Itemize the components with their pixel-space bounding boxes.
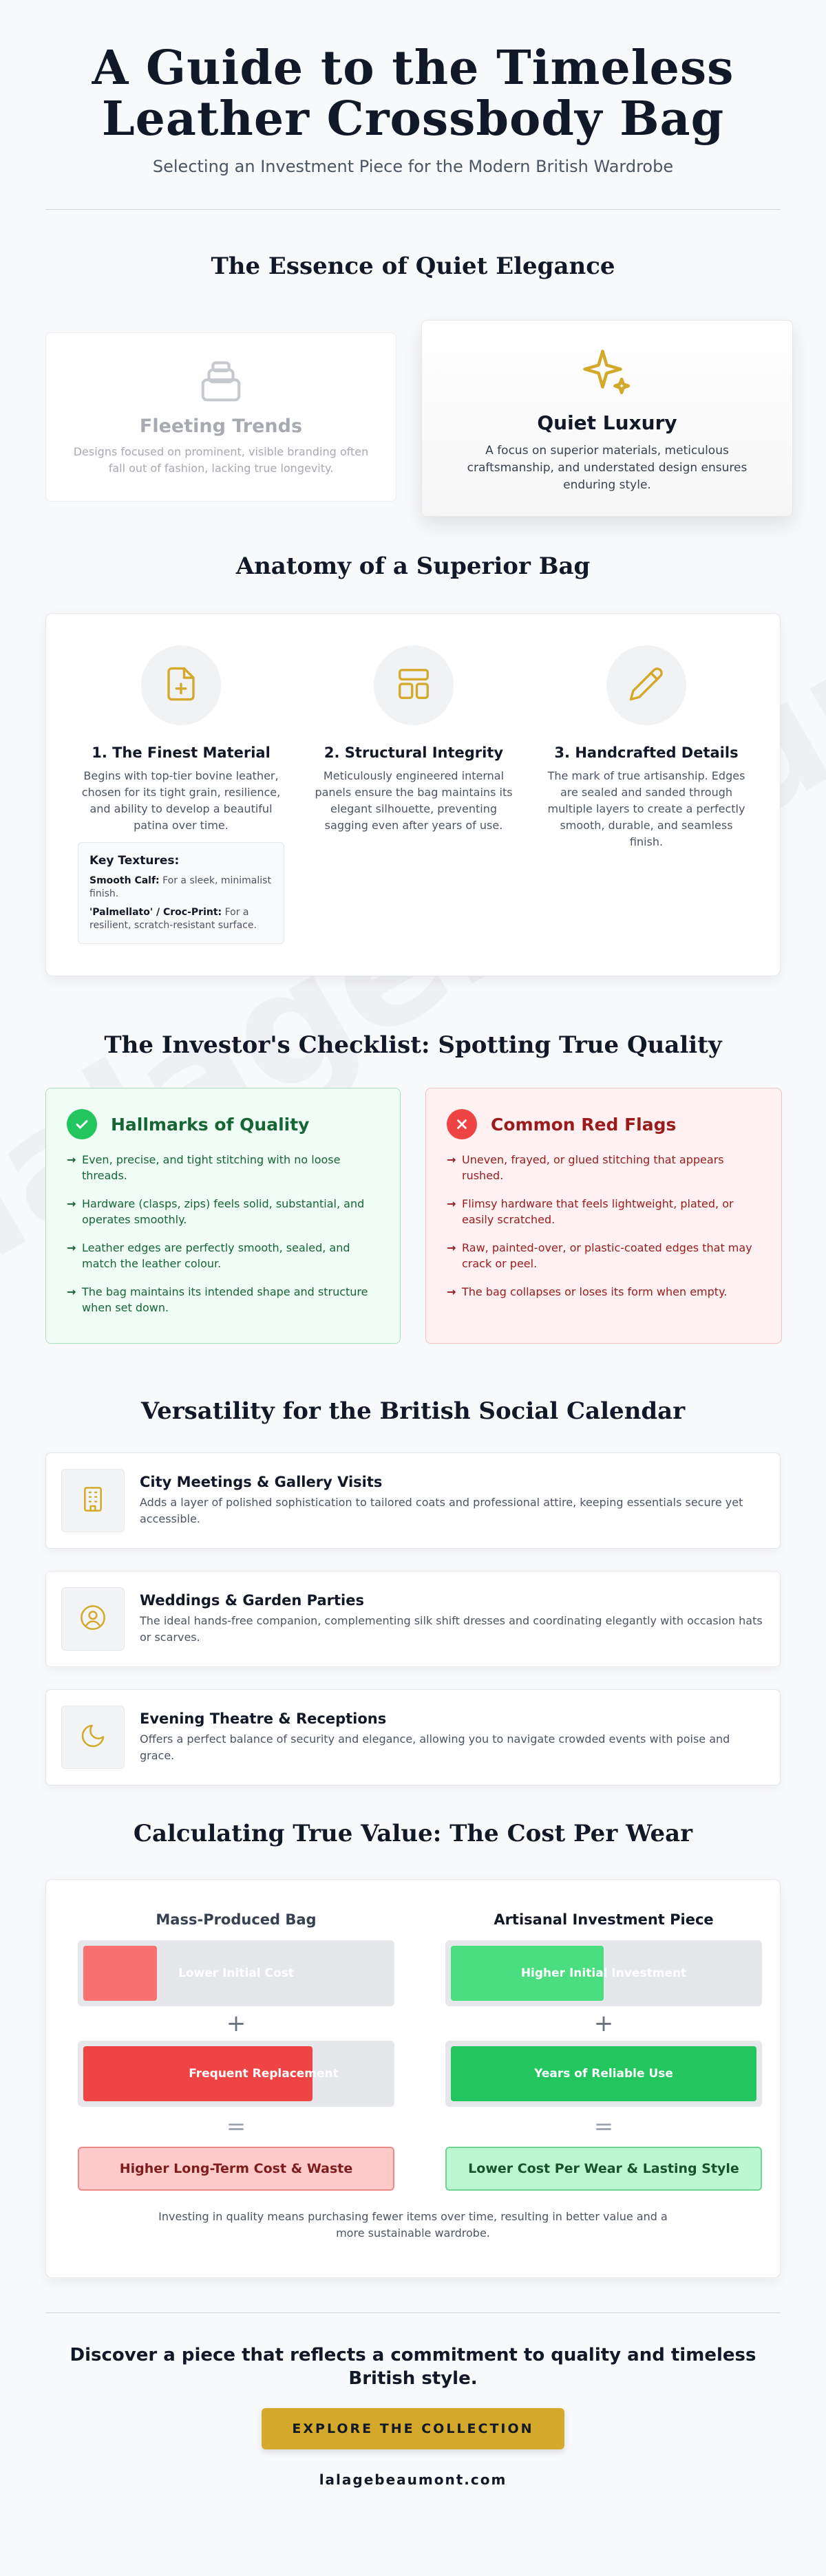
anatomy-column-structure bbox=[310, 645, 517, 834]
list-item: → Flimsy hardware that feels lightweight, plated, or easily scratched. bbox=[447, 1197, 734, 1226]
artisanal-heading: Artisanal Investment Piece bbox=[494, 1911, 714, 1928]
quiet-luxury-text: A focus on superior materials, meticulous craftsmanship, and understated design ensures enduring style. bbox=[467, 444, 748, 492]
key-textures-heading: Key Textures: bbox=[89, 854, 180, 868]
cost-note: Investing in quality means purchasing fewer items over time, resulting in better value and a more sustainable wardrobe. bbox=[158, 2210, 668, 2240]
document-plus-icon bbox=[162, 665, 200, 705]
anatomy-heading-material: 1. The Finest Material bbox=[92, 744, 271, 761]
cost-title: Calculating True Value: The Cost Per Wear bbox=[133, 1820, 693, 1847]
hero bbox=[45, 0, 781, 176]
cost-bar bbox=[78, 2041, 394, 2107]
arrow-right-icon: → bbox=[67, 1153, 76, 1166]
versatility-title: Versatility for the British Social Calendar bbox=[140, 1397, 686, 1425]
list-item: → Raw, painted-over, or plastic-coated edges that may crack or peel. bbox=[447, 1241, 752, 1270]
x-circle-icon bbox=[447, 1109, 477, 1139]
anatomy-title: Anatomy of a Superior Bag bbox=[235, 552, 591, 580]
occasion-heading: City Meetings & Gallery Visits bbox=[140, 1474, 383, 1490]
versatility-section bbox=[45, 1397, 781, 1785]
fleeting-trends-text: Designs focused on prominent, visible branding often fall out of fashion, lacking true longevity. bbox=[73, 445, 369, 475]
mass-produced-column bbox=[78, 1911, 394, 2191]
bar-label: Higher Initial Investment bbox=[520, 1966, 687, 1980]
anatomy-heading-details: 3. Handcrafted Details bbox=[554, 744, 739, 761]
anatomy-heading-structure: 2. Structural Integrity bbox=[324, 744, 504, 761]
bar-label: Lower Initial Cost bbox=[178, 1966, 294, 1980]
artisanal-result: Lower Cost Per Wear & Lasting Style bbox=[445, 2147, 762, 2191]
page-subtitle: Selecting an Investment Piece for the Modern British Wardrobe bbox=[152, 157, 674, 176]
mass-produced-heading: Mass-Produced Bag bbox=[156, 1911, 317, 1928]
essence-section bbox=[45, 253, 781, 526]
sparkle-icon bbox=[422, 347, 792, 403]
hallmarks-card bbox=[45, 1088, 401, 1344]
equals-sign: = bbox=[593, 2113, 614, 2140]
hallmarks-list bbox=[67, 1152, 379, 1316]
quiet-luxury-heading: Quiet Luxury bbox=[537, 411, 677, 434]
hallmarks-heading: Hallmarks of Quality bbox=[111, 1114, 310, 1135]
divider bbox=[45, 2312, 781, 2313]
occasion-text: Adds a layer of polished sophistication to tailored coats and professional attire, keeping essentials secure yet accessible. bbox=[140, 1496, 743, 1525]
cost-bar bbox=[445, 2041, 762, 2107]
cost-section bbox=[45, 1820, 781, 2278]
occasion-item-city bbox=[45, 1452, 781, 1549]
fleeting-trends-heading: Fleeting Trends bbox=[139, 416, 303, 437]
explore-collection-button[interactable]: EXPLORE THE COLLECTION bbox=[262, 2408, 564, 2449]
anatomy-text-structure: Meticulously engineered internal panels ensure the bag maintains its elegant silhouette, preventing sagging even after years of use. bbox=[315, 769, 513, 832]
anatomy-section bbox=[45, 552, 781, 976]
layout-panels-icon bbox=[395, 665, 432, 705]
site-url[interactable]: lalagebeaumont.com bbox=[319, 2471, 507, 2488]
check-circle-icon bbox=[67, 1109, 97, 1139]
title-line-1: A Guide to the Timeless bbox=[92, 41, 734, 96]
title-line-2: Leather Crossbody Bag bbox=[101, 92, 725, 147]
stacked-box-icon bbox=[46, 358, 396, 409]
cost-card bbox=[45, 1879, 781, 2278]
occasion-item-evening bbox=[45, 1689, 781, 1785]
list-item: → The bag collapses or loses its form when empty. bbox=[447, 1285, 728, 1298]
user-circle-icon bbox=[79, 1604, 107, 1634]
quiet-luxury-card bbox=[421, 320, 793, 517]
bar-label: Frequent Replacement bbox=[189, 2067, 339, 2081]
plus-sign: + bbox=[593, 2010, 614, 2037]
anatomy-card bbox=[45, 613, 781, 976]
anatomy-text-material: Begins with top-tier bovine leather, chosen for its tight grain, resilience, and ability to develop a beautiful patina over time. bbox=[81, 769, 281, 832]
building-icon bbox=[79, 1485, 107, 1516]
artisanal-column bbox=[445, 1911, 762, 2191]
arrow-right-icon: → bbox=[447, 1153, 456, 1166]
arrow-right-icon: → bbox=[447, 1285, 456, 1298]
list-item: → Hardware (clasps, zips) feels solid, substantial, and operates smoothly. bbox=[67, 1197, 365, 1226]
checklist-title: The Investor's Checklist: Spotting True Quality bbox=[104, 1031, 722, 1059]
page-title bbox=[45, 41, 781, 147]
essence-title: The Essence of Quiet Elegance bbox=[211, 253, 615, 280]
cost-bar bbox=[78, 1940, 394, 2006]
anatomy-column-details bbox=[543, 645, 750, 850]
moon-icon bbox=[79, 1722, 107, 1752]
occasion-item-weddings bbox=[45, 1571, 781, 1667]
anatomy-column-material bbox=[78, 645, 284, 834]
red-flags-heading: Common Red Flags bbox=[491, 1114, 677, 1135]
anatomy-text-details: The mark of true artisanship. Edges are sealed and sanded through multiple layers to create a perfectly smooth, durable, and seamless finish. bbox=[547, 769, 745, 848]
arrow-right-icon: → bbox=[67, 1197, 76, 1210]
occasion-text: Offers a perfect balance of security and elegance, allowing you to navigate crowded events with poise and grace. bbox=[140, 1732, 730, 1762]
plus-sign: + bbox=[226, 2010, 246, 2037]
red-flags-card bbox=[425, 1088, 782, 1344]
arrow-right-icon: → bbox=[447, 1241, 456, 1254]
footer bbox=[45, 2343, 781, 2488]
checklist-section bbox=[45, 1031, 781, 1344]
arrow-right-icon: → bbox=[67, 1285, 76, 1298]
red-flags-list bbox=[447, 1152, 761, 1300]
key-textures-box bbox=[78, 842, 284, 944]
list-item: → Even, precise, and tight stitching with no loose threads. bbox=[67, 1153, 341, 1182]
equals-sign: = bbox=[226, 2113, 246, 2140]
occasion-heading: Evening Theatre & Receptions bbox=[140, 1710, 387, 1727]
arrow-right-icon: → bbox=[447, 1197, 456, 1210]
cost-bar bbox=[445, 1940, 762, 2006]
footer-heading: Discover a piece that reflects a commitment to quality and timeless British style. bbox=[70, 2345, 756, 2389]
mass-produced-result: Higher Long-Term Cost & Waste bbox=[78, 2147, 394, 2191]
list-item: → Leather edges are perfectly smooth, sealed, and match the leather colour. bbox=[67, 1241, 350, 1270]
list-item: → The bag maintains its intended shape and structure when set down. bbox=[67, 1285, 368, 1314]
pencil-icon bbox=[628, 665, 665, 705]
fleeting-trends-card bbox=[45, 332, 396, 502]
bar-label: Years of Reliable Use bbox=[534, 2067, 673, 2081]
arrow-right-icon: → bbox=[67, 1241, 76, 1254]
texture-item: 'Palmellato' / Croc-Print: For a resilient, scratch-resistant surface. bbox=[89, 907, 257, 931]
list-item: → Uneven, frayed, or glued stitching that appears rushed. bbox=[447, 1153, 724, 1182]
occasion-text: The ideal hands-free companion, complementing silk shift dresses and coordinating elegantly with occasion hats or scarves. bbox=[140, 1614, 763, 1644]
occasion-heading: Weddings & Garden Parties bbox=[140, 1592, 364, 1609]
divider bbox=[45, 209, 781, 210]
texture-item: Smooth Calf: For a sleek, minimalist finish. bbox=[89, 875, 271, 899]
